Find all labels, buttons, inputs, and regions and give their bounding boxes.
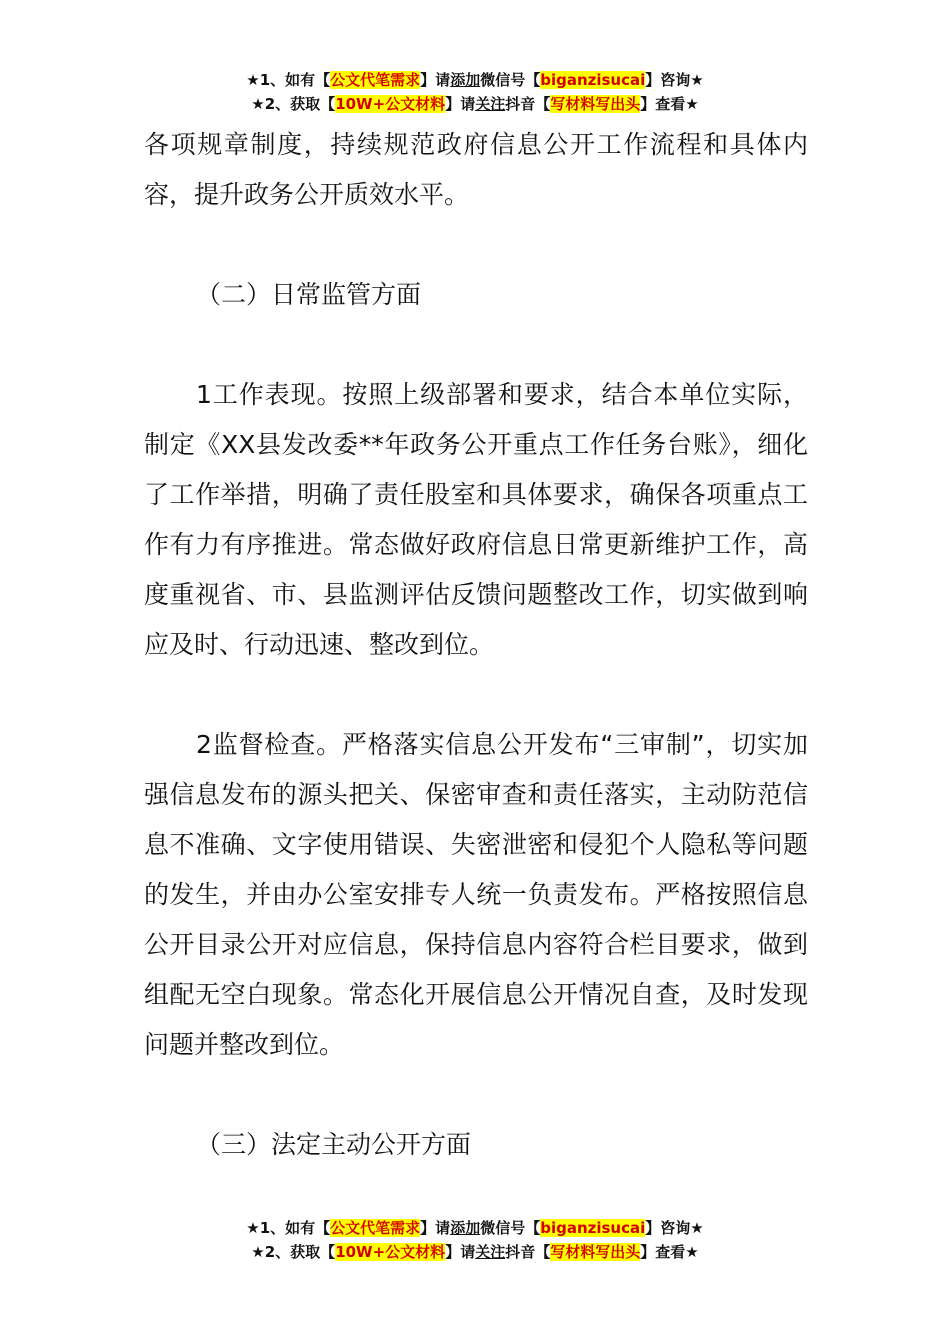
highlight-service: 公文代笔需求 bbox=[330, 1219, 421, 1237]
header-banner bbox=[0, 68, 950, 116]
document-body bbox=[144, 120, 808, 1170]
highlight-materials: 10W+公文材料 bbox=[335, 1243, 446, 1261]
banner-line-2: ★2、获取【10W+公文材料】请关注抖音【写材料写出头】查看★ bbox=[251, 1243, 699, 1261]
paragraph-intro: 各项规章制度，持续规范政府信息公开工作流程和具体内容，提升政务公开质效水平。 bbox=[144, 130, 808, 209]
section-heading-2: （二）日常监管方面 bbox=[196, 280, 422, 309]
banner-line-1: ★1、如有【公文代笔需求】请添加微信号【biganzisucai】咨询★ bbox=[246, 1219, 704, 1237]
paragraph-supervision: 2监督检查。严格落实信息公开发布“三审制”，切实加强信息发布的源头把关、保密审查和责任落实，主动防范信息不准确、文字使用错误、失密泄密和侵犯个人隐私等问题的发生，并由办公室安排专人统一负责发布。严格按照信息公开目录公开对应信息，保持信息内容符合栏目要求，做到组配无空白现象。常态化开展信息公开情况自查，及时发现问题并整改到位。 bbox=[144, 730, 808, 1059]
banner-line-1: ★1、如有【公文代笔需求】请添加微信号【biganzisucai】咨询★ bbox=[246, 71, 704, 89]
highlight-douyin-account: 写材料写出头 bbox=[550, 95, 641, 113]
highlight-wechat-id: biganzisucai bbox=[540, 71, 646, 89]
footer-banner bbox=[0, 1216, 950, 1264]
highlight-service: 公文代笔需求 bbox=[330, 71, 421, 89]
paragraph-work-performance: 1工作表现。按照上级部署和要求，结合本单位实际，制定《XX县发改委**年政务公开重点工作任务台账》，细化了工作举措，明确了责任股室和具体要求，确保各项重点工作有力有序推进。常态做好政府信息日常更新维护工作，高度重视省、市、县监测评估反馈问题整改工作，切实做到响应及时、行动迅速、整改到位。 bbox=[144, 380, 808, 659]
section-heading-3: （三）法定主动公开方面 bbox=[196, 1130, 472, 1159]
highlight-materials: 10W+公文材料 bbox=[335, 95, 446, 113]
highlight-wechat-id: biganzisucai bbox=[540, 1219, 646, 1237]
banner-line-2: ★2、获取【10W+公文材料】请关注抖音【写材料写出头】查看★ bbox=[251, 95, 699, 113]
highlight-douyin-account: 写材料写出头 bbox=[550, 1243, 641, 1261]
